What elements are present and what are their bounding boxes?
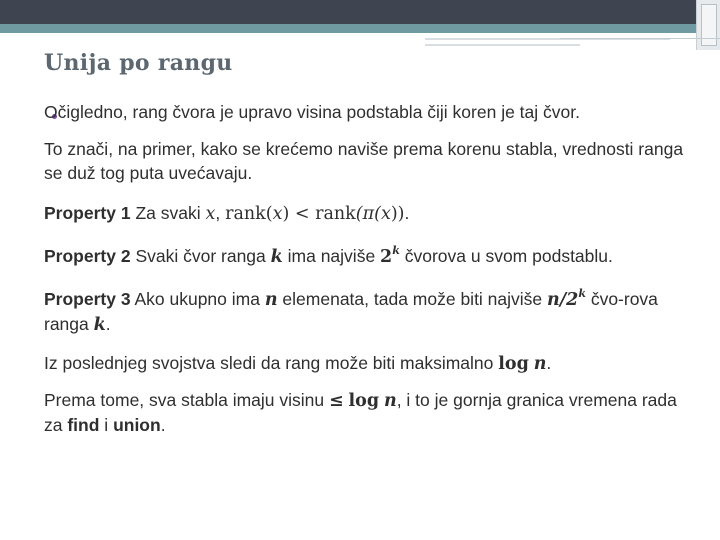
paragraph-rank-increase: To znači, na primer, kako se krećemo naviše prema korenu stabla, vrednosti ranga se duž tog puta uvećavaju. xyxy=(44,139,684,183)
property-3-label: Property 3 xyxy=(44,289,131,309)
property-2-label: Property 2 xyxy=(44,246,131,266)
slide-top-band xyxy=(0,0,720,24)
property-1-label: Property 1 xyxy=(44,203,131,223)
paragraph-rank-definition: Očigledno, rang čvora je upravo visina podstabla čiji koren je taj čvor. xyxy=(44,102,580,122)
property-2: Property 2 Svaki čvor ranga k ima najviše 2$^k$ čvorova u svom podstablu. xyxy=(44,244,613,267)
paragraph-time-bound: Prema tome, sva stabla imaju visinu ≤ log n, i to je gornja granica vremena rada za find i union. xyxy=(44,390,677,435)
property-1: Property 1 Za svaki x, rank(x) < rank(π(x)). xyxy=(44,203,410,224)
decorative-line xyxy=(425,44,580,46)
property-3: Property 3 Ako ukupno ima n elemenata, tada može biti najviše n/2$^k$ čvo-rova ranga k. xyxy=(44,287,658,335)
paragraph-max-rank: Iz poslednjeg svojstva sledi da rang može biti maksimalno log n. xyxy=(44,353,552,374)
slide-corner-decoration xyxy=(696,0,720,50)
decorative-line xyxy=(560,38,720,39)
slide-title: Unija po rangu xyxy=(44,50,233,76)
slide-accent-band xyxy=(0,24,720,33)
